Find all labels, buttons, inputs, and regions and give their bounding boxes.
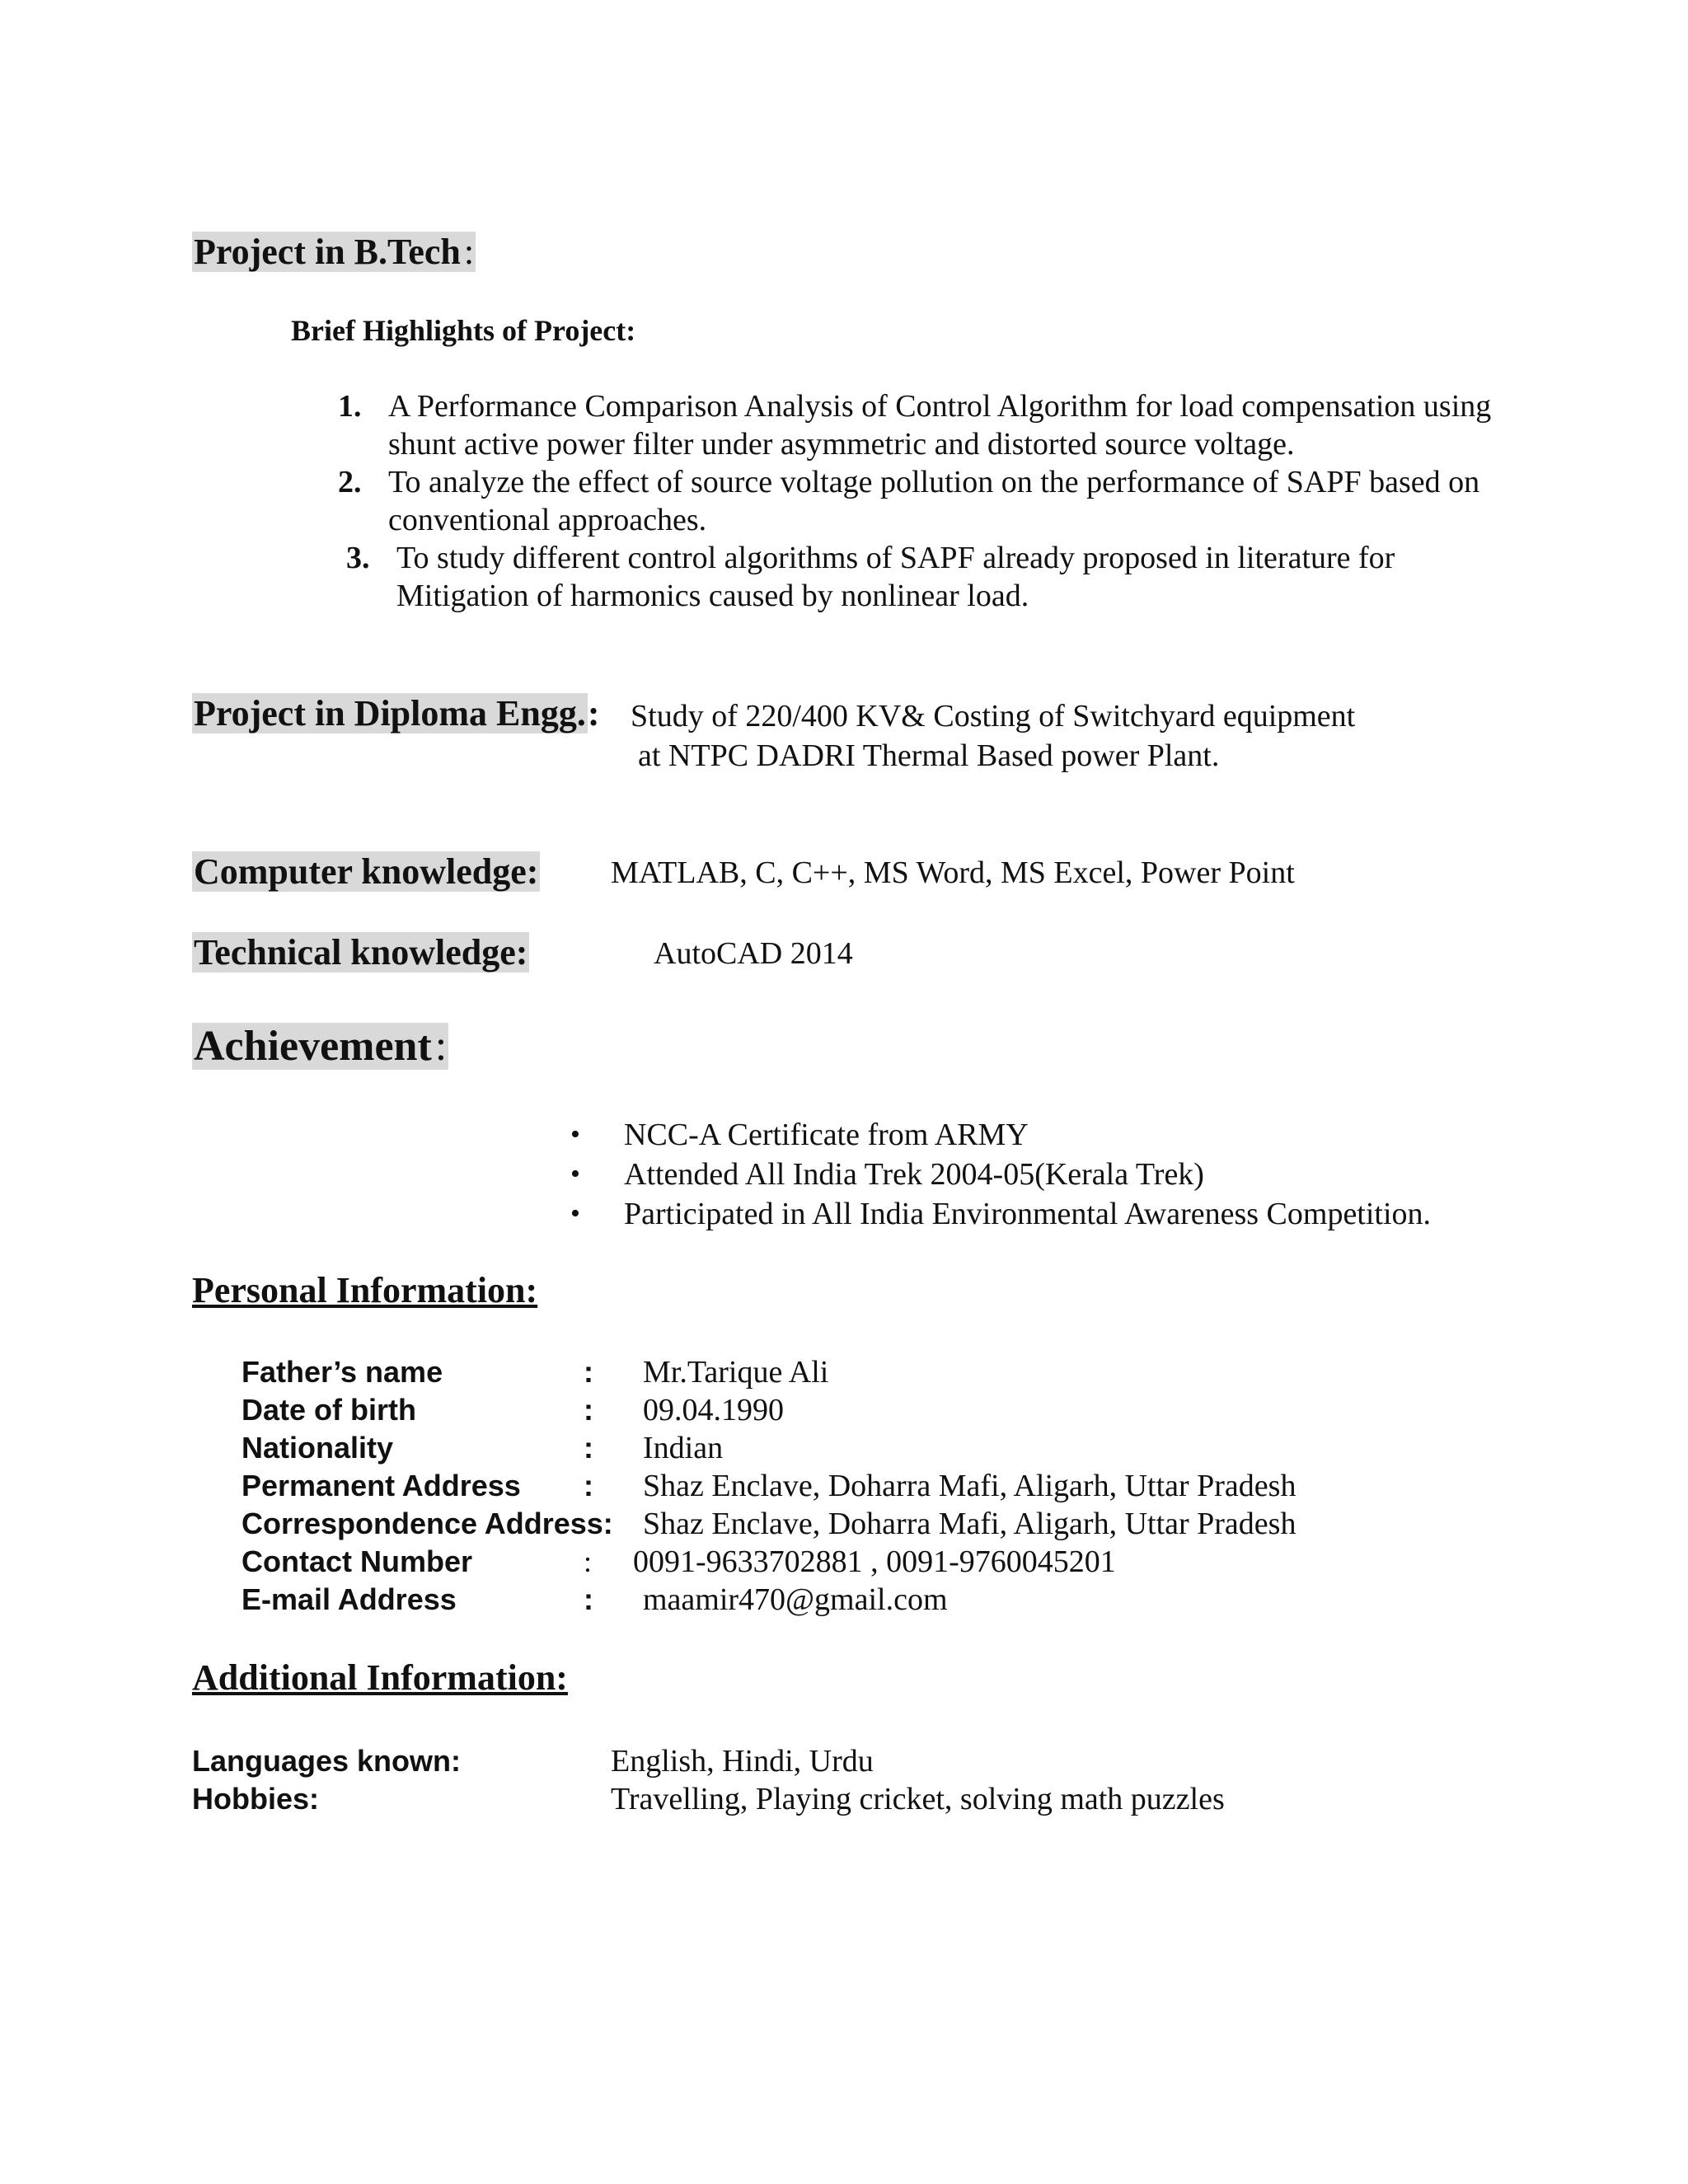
field-separator: : (584, 1469, 593, 1502)
computer-knowledge-label (192, 851, 540, 893)
diploma-heading-label: Project in Diploma Engg. (194, 693, 586, 733)
computer-knowledge-label-text: Computer knowledge: (194, 851, 539, 892)
computer-knowledge-value: MATLAB, C, C++, MS Word, MS Excel, Power Point (611, 855, 1295, 890)
btech-heading-colon: : (463, 232, 475, 272)
field-separator: : (584, 1355, 593, 1389)
list-item: NCC-A Certificate from ARMY (624, 1118, 1029, 1152)
btech-heading (192, 231, 476, 273)
field-value: Shaz Enclave, Doharra Mafi, Aligarh, Uttar Pradesh (643, 1507, 1296, 1541)
field-separator: : (584, 1393, 593, 1427)
field-label: Date of birth (241, 1393, 416, 1427)
technical-knowledge-label-text: Technical knowledge: (194, 932, 528, 972)
list-item-text: conventional approaches. (388, 503, 707, 537)
field-label: Hobbies: (192, 1782, 320, 1816)
field-value: 09.04.1990 (643, 1393, 784, 1427)
diploma-heading-colon: : (587, 693, 600, 733)
diploma-project-line1: Study of 220/400 KV& Costing of Switchyard equipment (631, 699, 1356, 733)
list-item-number: 1. (338, 389, 362, 424)
field-label: Father’s name (241, 1355, 443, 1389)
achievement-heading-label: Achievement (194, 1023, 432, 1070)
technical-knowledge-value: AutoCAD 2014 (654, 936, 853, 971)
field-label: Nationality (241, 1431, 394, 1465)
field-value: Travelling, Playing cricket, solving math puzzles (611, 1782, 1225, 1816)
list-item-text: shunt active power filter under asymmetric and distorted source voltage. (388, 427, 1295, 462)
field-separator: : (584, 1582, 593, 1616)
field-separator: : (584, 1431, 593, 1465)
bullet-icon: • (570, 1119, 580, 1150)
field-value: Indian (643, 1431, 724, 1465)
technical-knowledge-label (192, 931, 529, 973)
list-item-text: Mitigation of harmonics caused by nonlinear load. (396, 579, 1029, 613)
field-label: Permanent Address (241, 1469, 521, 1502)
additional-info-heading: Additional Information: (192, 1657, 568, 1698)
field-value: Shaz Enclave, Doharra Mafi, Aligarh, Uttar Pradesh (643, 1469, 1296, 1503)
list-item-number: 3. (346, 541, 370, 575)
bullet-icon: • (570, 1159, 580, 1189)
field-label: Languages known: (192, 1744, 462, 1778)
brief-highlights-title: Brief Highlights of Project: (291, 314, 636, 347)
list-item-text: To study different control algorithms of SAPF already proposed in literature for (396, 541, 1395, 575)
list-item: Participated in All India Environmental Awareness Competition. (624, 1197, 1432, 1231)
list-item-number: 2. (338, 465, 362, 499)
personal-info-heading: Personal Information: (192, 1270, 538, 1310)
field-label: Correspondence Address: (241, 1507, 613, 1540)
diploma-heading (192, 692, 600, 734)
field-value: maamir470@gmail.com (643, 1582, 948, 1617)
achievement-heading (192, 1022, 448, 1071)
diploma-project-line2: at NTPC DADRI Thermal Based power Plant. (638, 738, 1220, 773)
field-value: 0091-9633702881 , 0091-9760045201 (633, 1544, 1116, 1579)
achievement-heading-colon: : (434, 1023, 448, 1070)
field-separator: : (584, 1545, 593, 1578)
list-item: Attended All India Trek 2004-05(Kerala Trek) (624, 1157, 1204, 1192)
bullet-icon: • (570, 1198, 580, 1229)
btech-heading-label: Project in B.Tech (194, 232, 461, 272)
field-label: E-mail Address (241, 1582, 457, 1616)
field-value: Mr.Tarique Ali (643, 1355, 829, 1390)
field-value: English, Hindi, Urdu (611, 1744, 874, 1779)
list-item-text: A Performance Comparison Analysis of Control Algorithm for load compensation using (388, 389, 1492, 424)
field-label: Contact Number (241, 1544, 473, 1578)
list-item-text: To analyze the effect of source voltage pollution on the performance of SAPF based on (388, 465, 1480, 499)
